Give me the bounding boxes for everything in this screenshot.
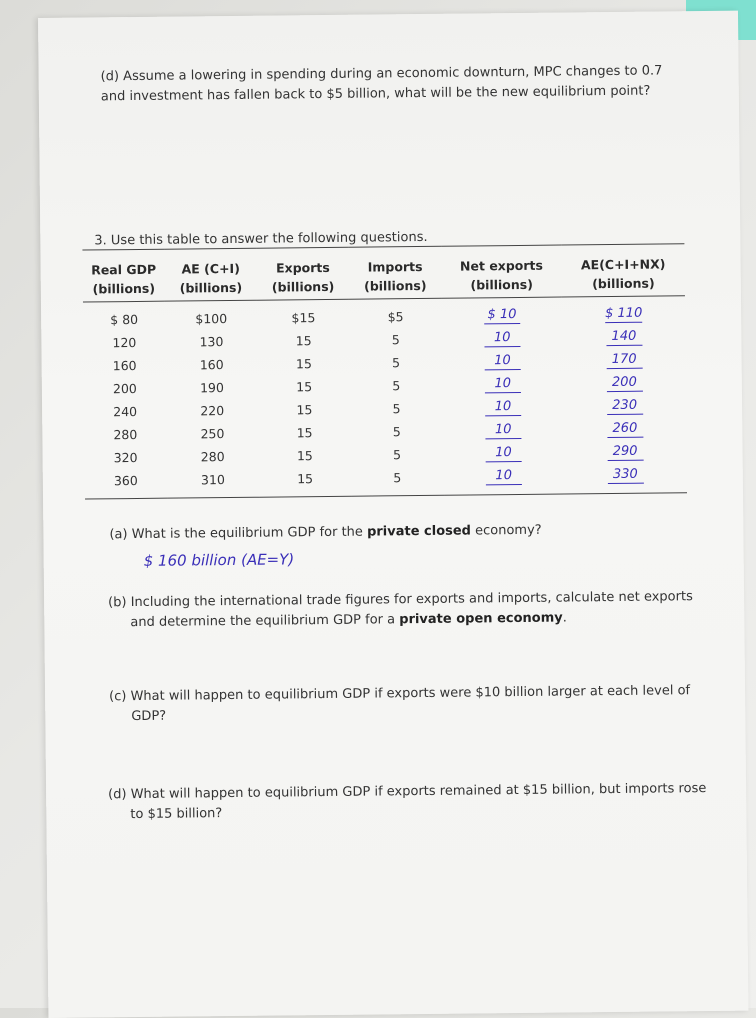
question-b: (b) Including the international trade figures for exports and imports, calculate net exports and determine the equilibrium GDP for a private open economy. [108, 589, 693, 631]
cell-net-exports: 10 [443, 419, 564, 443]
table-row [85, 463, 687, 499]
table-header-row [82, 244, 685, 302]
header-ae-ci: AE (C+I) (billions) [164, 248, 257, 301]
cell-ae: $100 [195, 311, 228, 327]
cell-exports: 15 [296, 379, 313, 395]
cell-exports: 15 [295, 356, 312, 372]
cell-imports: 5 [392, 378, 401, 394]
cell-gdp: 280 [113, 426, 138, 443]
cell-gdp: 360 [85, 469, 167, 499]
cell-ae-cinx: 230 [563, 394, 686, 418]
header-imports: Imports (billions) [349, 246, 442, 299]
cell-gdp: 320 [113, 449, 138, 466]
cell-gdp: 200 [112, 380, 137, 397]
cell-net-exports: 10 [443, 442, 564, 466]
cell-net-exports: 10 [443, 396, 564, 420]
header-real-gdp: Real GDP (billions) [82, 249, 165, 302]
cell-net-exports: 10 [442, 350, 563, 374]
cell-ae-cinx: 330 [564, 463, 687, 494]
answer-a-handwritten: $ 160 billion (AE=Y) [143, 550, 295, 570]
cell-gdp: 160 [112, 357, 137, 374]
question-d-top: (d) Assume a lowering in spending during an economic downturn, MPC changes to 0.7 and investment has fallen back to $5 billion, what will be the new equilibrium point? [100, 63, 663, 105]
header-exports: Exports (billions) [257, 247, 350, 300]
cell-net-exports: $ 10 [442, 297, 563, 328]
cell-ae: 220 [200, 403, 225, 419]
cell-gdp: 120 [112, 334, 137, 351]
cell-imports: 5 [392, 447, 402, 463]
cell-imports: $5 [387, 309, 404, 325]
question-a: (a) What is the equilibrium GDP for the private closed economy? [109, 522, 542, 543]
header-ae-cinx: AE(C+I+NX) (billions) [562, 244, 685, 297]
cell-ae-cinx: 290 [564, 440, 687, 464]
worksheet-page [38, 11, 748, 1018]
cell-net-exports: 10 [443, 465, 564, 496]
cell-imports: 5 [391, 332, 400, 348]
cell-ae-cinx: 200 [563, 371, 686, 395]
cell-ae: 250 [200, 426, 225, 442]
question-c: (c) What will happen to equilibrium GDP if exports were $10 billion larger at each level of GDP? [109, 683, 691, 725]
cell-ae-cinx: 140 [562, 325, 685, 349]
cell-exports: $15 [291, 310, 316, 326]
cell-imports: 5 [392, 424, 401, 440]
cell-ae-cinx: 170 [563, 348, 686, 372]
cell-ae: 130 [199, 334, 224, 350]
cell-gdp: 240 [113, 403, 138, 420]
cell-imports: 5 [392, 401, 401, 417]
cell-ae: 280 [200, 449, 225, 465]
cell-imports: 5 [392, 355, 401, 371]
cell-ae: 190 [199, 380, 224, 396]
gdp-table [82, 243, 687, 499]
cell-exports: 15 [295, 333, 312, 349]
cell-ae: 160 [199, 357, 224, 373]
cell-ae: 310 [167, 468, 259, 498]
cell-imports: 5 [351, 466, 443, 496]
cell-exports: 15 [296, 402, 313, 418]
cell-exports: 15 [296, 425, 313, 441]
cell-net-exports: 10 [442, 327, 563, 351]
cell-gdp: $ 80 [110, 311, 139, 328]
header-net-exports: Net exports (billions) [441, 245, 562, 298]
cell-ae-cinx: $ 110 [605, 305, 643, 322]
question-3-heading: 3. Use this table to answer the following questions. [94, 229, 428, 249]
cell-exports: 15 [259, 467, 351, 497]
cell-exports: 15 [296, 448, 313, 464]
question-d: (d) What will happen to equilibrium GDP if exports remained at $15 billion, but imports rose to $15 billion? [108, 781, 707, 823]
cell-ae-cinx: 260 [563, 417, 686, 441]
cell-net-exports: 10 [442, 373, 563, 397]
